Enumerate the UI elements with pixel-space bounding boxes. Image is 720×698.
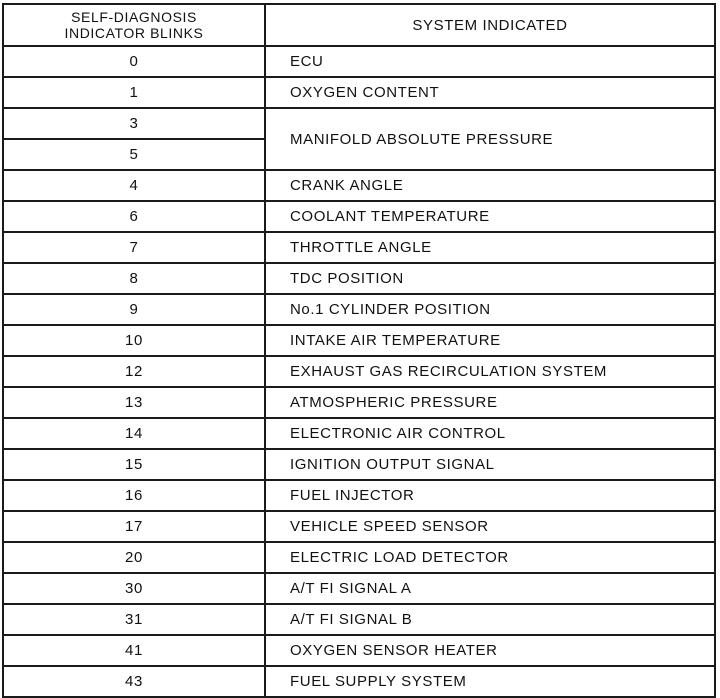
blinks-cell: 0 — [3, 46, 265, 77]
table-row — [3, 170, 715, 201]
system-cell: A/T FI SIGNAL B — [265, 604, 715, 635]
blinks-cell: 17 — [3, 511, 265, 542]
header-blinks-line2: INDICATOR BLINKS — [64, 25, 204, 41]
system-cell: THROTTLE ANGLE — [265, 232, 715, 263]
table-row — [3, 77, 715, 108]
blinks-cell: 6 — [3, 201, 265, 232]
table-row — [3, 356, 715, 387]
system-cell: CRANK ANGLE — [265, 170, 715, 201]
table-row — [3, 511, 715, 542]
diagnosis-code-table — [2, 3, 716, 698]
system-cell: EXHAUST GAS RECIRCULATION SYSTEM — [265, 356, 715, 387]
table-row — [3, 232, 715, 263]
table-row — [3, 480, 715, 511]
blinks-cell: 31 — [3, 604, 265, 635]
blinks-cell: 10 — [3, 325, 265, 356]
blinks-cell: 5 — [3, 139, 265, 170]
table-row — [3, 263, 715, 294]
blinks-cell: 7 — [3, 232, 265, 263]
system-cell: ELECTRIC LOAD DETECTOR — [265, 542, 715, 573]
blinks-cell: 14 — [3, 418, 265, 449]
blinks-cell: 43 — [3, 666, 265, 697]
table-row — [3, 666, 715, 697]
system-cell: ECU — [265, 46, 715, 77]
system-cell: OXYGEN CONTENT — [265, 77, 715, 108]
header-system: SYSTEM INDICATED — [265, 4, 715, 46]
system-cell-merged: MANIFOLD ABSOLUTE PRESSURE — [265, 108, 715, 170]
blinks-cell: 30 — [3, 573, 265, 604]
system-cell: ELECTRONIC AIR CONTROL — [265, 418, 715, 449]
table-row — [3, 294, 715, 325]
blinks-cell: 1 — [3, 77, 265, 108]
table-row — [3, 325, 715, 356]
system-cell: COOLANT TEMPERATURE — [265, 201, 715, 232]
system-cell: OXYGEN SENSOR HEATER — [265, 635, 715, 666]
table-row — [3, 418, 715, 449]
system-cell: FUEL SUPPLY SYSTEM — [265, 666, 715, 697]
table-row — [3, 46, 715, 77]
table-header-row — [3, 4, 715, 46]
system-cell: TDC POSITION — [265, 263, 715, 294]
system-cell: INTAKE AIR TEMPERATURE — [265, 325, 715, 356]
blinks-cell: 3 — [3, 108, 265, 139]
header-blinks-line1: SELF-DIAGNOSIS — [71, 9, 197, 25]
blinks-cell: 12 — [3, 356, 265, 387]
blinks-cell: 13 — [3, 387, 265, 418]
system-cell: IGNITION OUTPUT SIGNAL — [265, 449, 715, 480]
system-cell: FUEL INJECTOR — [265, 480, 715, 511]
header-blinks — [3, 4, 265, 46]
blinks-cell: 4 — [3, 170, 265, 201]
blinks-cell: 8 — [3, 263, 265, 294]
blinks-cell: 20 — [3, 542, 265, 573]
table-row — [3, 108, 715, 139]
table-row — [3, 604, 715, 635]
table-row — [3, 449, 715, 480]
table-row — [3, 201, 715, 232]
blinks-cell: 41 — [3, 635, 265, 666]
system-cell: No.1 CYLINDER POSITION — [265, 294, 715, 325]
system-cell: VEHICLE SPEED SENSOR — [265, 511, 715, 542]
table-row — [3, 573, 715, 604]
table-row — [3, 542, 715, 573]
table-row — [3, 387, 715, 418]
blinks-cell: 16 — [3, 480, 265, 511]
system-cell: A/T FI SIGNAL A — [265, 573, 715, 604]
blinks-cell: 15 — [3, 449, 265, 480]
blinks-cell: 9 — [3, 294, 265, 325]
system-cell: ATMOSPHERIC PRESSURE — [265, 387, 715, 418]
table-row — [3, 635, 715, 666]
